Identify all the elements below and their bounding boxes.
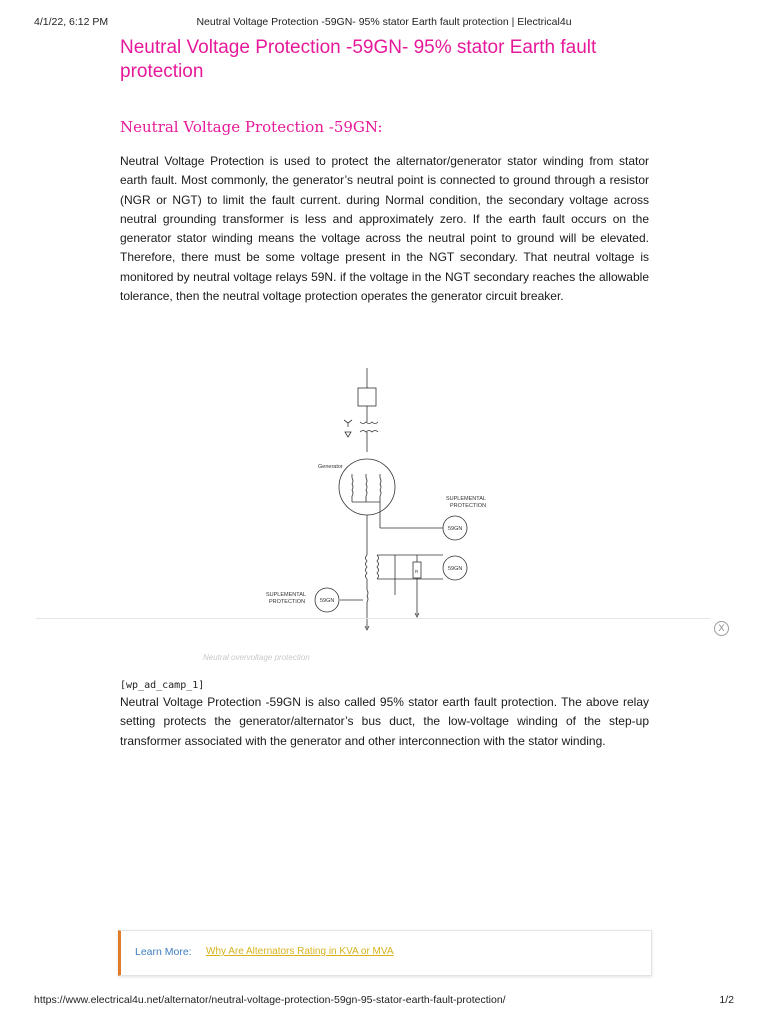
wye-symbol — [344, 420, 352, 427]
label-generator: Generator — [318, 464, 343, 470]
figure-divider — [36, 618, 710, 619]
close-icon[interactable]: X — [714, 621, 729, 636]
section-heading: Neutral Voltage Protection -59GN: — [120, 118, 383, 136]
relay-top-label: 59GN — [448, 526, 463, 532]
protection-diagram-svg — [200, 360, 520, 640]
print-url: https://www.electrical4u.net/alternator/neutral-voltage-protection-59gn-95-stator-earth-fault-protection/ — [34, 994, 506, 1006]
learn-more-box — [118, 930, 652, 976]
neutral-ct — [367, 590, 368, 602]
relay-mid-label: 59GN — [448, 566, 463, 572]
page-title: Neutral Voltage Protection -59GN- 95% stator Earth fault protection — [120, 37, 597, 82]
label-suppl-left-2: PROTECTION — [269, 599, 306, 605]
print-header — [34, 16, 734, 30]
print-doc-title: Neutral Voltage Protection -59GN- 95% stator Earth fault protection | Electrical4u — [196, 16, 572, 28]
ngt-secondary — [377, 555, 379, 579]
delta-symbol — [345, 432, 351, 437]
relay-left-label: 59GN — [320, 598, 335, 604]
print-footer — [34, 994, 734, 1008]
transformer-secondary — [360, 431, 378, 433]
figure-caption: Neutral overvoltage protection — [203, 653, 310, 662]
transformer-primary — [360, 422, 378, 424]
learn-more-label: Learn More: — [135, 946, 192, 958]
page-number: 1/2 — [719, 994, 734, 1006]
label-suppl-top-2: PROTECTION — [450, 503, 487, 509]
body-paragraph: Neutral Voltage Protection -59GN is also called 95% stator earth fault protection. The above relay setting protects the generator/alternator’s bus duct, the low-voltage winding of the step-up transformer associated with the generator and other interconnection with the stator winding. — [120, 695, 649, 748]
label-suppl-top-1: SUPLEMENTAL — [446, 496, 486, 502]
intro-paragraph: Neutral Voltage Protection is used to protect the alternator/generator stator winding from stator earth fault. Most commonly, the generator’s neutral point is connected to ground through a resistor (NGR or NGT) to limit the fault current. during Normal condition, the secondary voltage across neutral grounding transformer is less and approximately zero. If the earth fault occurs on the generator stator winding means the voltage across the neutral point to ground will be elevated. Therefore, there must be some voltage present in the NGT secondary. That neutral voltage is monitored by neutral voltage relays 59N. if the voltage in the NGT secondary reaches the allowable tolerance, then the neutral voltage protection operates the generator circuit breaker. — [120, 154, 649, 304]
learn-more-link[interactable]: Why Are Alternators Rating in KVA or MVA — [206, 946, 394, 957]
ngt-primary — [366, 555, 368, 579]
ad-shortcode: [wp_ad_camp_1] — [120, 680, 205, 691]
protection-diagram — [200, 360, 520, 640]
resistor-label: R — [415, 569, 419, 574]
label-suppl-left-1: SUPLEMENTAL — [266, 592, 306, 598]
breaker-box — [358, 388, 376, 406]
print-datetime: 4/1/22, 6:12 PM — [34, 16, 109, 28]
